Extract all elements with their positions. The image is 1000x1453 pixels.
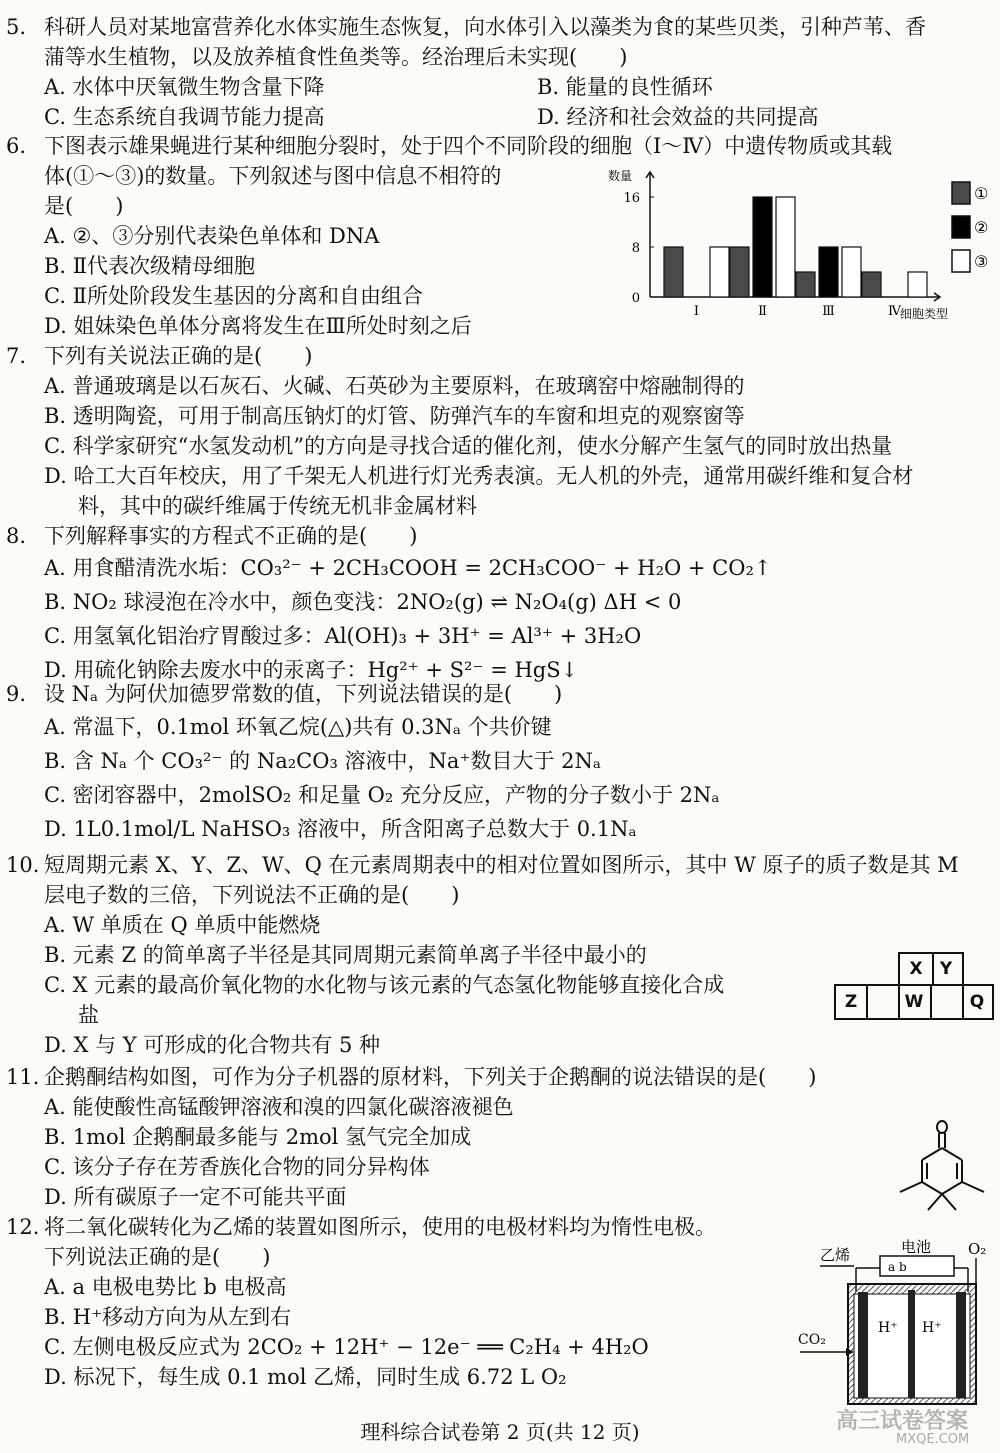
y-tick-label: 0 bbox=[631, 291, 640, 306]
left-electrode bbox=[858, 1292, 868, 1398]
bar-③ bbox=[842, 247, 861, 297]
oxygen-atom bbox=[937, 1121, 947, 1133]
question-9 bbox=[6, 678, 992, 846]
question-stem-cont: 层电子数的三倍，下列说法不正确的是( ) bbox=[44, 883, 460, 907]
question-number: 7. bbox=[6, 344, 27, 368]
question-stem-cont: 蒲等水生植物，以及放养植食性鱼类等。经治理后未实现( ) bbox=[44, 45, 628, 69]
option-d: D. 哈工大百年校庆，用了千架无人机进行灯光秀表演。无人机的外壳，通常用碳纤维和复合材 bbox=[44, 464, 914, 488]
legend-label: ③ bbox=[974, 252, 989, 271]
option-b: B. 1mol 企鹅酮最多能与 2mol 氢气完全加成 bbox=[44, 1125, 472, 1149]
legend-label: ② bbox=[974, 218, 989, 237]
molecule-bonds bbox=[900, 1121, 984, 1210]
question-number: 11. bbox=[6, 1065, 40, 1089]
watermark-site: MXQE.COM bbox=[896, 1432, 970, 1447]
bar-③ bbox=[710, 247, 729, 297]
option-b: B. 元素 Z 的简单离子半径是其同周期元素简单离子半径中最小的 bbox=[44, 943, 647, 967]
cell-empty bbox=[866, 984, 900, 1020]
bar-① bbox=[730, 247, 749, 297]
question-stem: 企鹅酮结构如图，可作为分子机器的原材料，下列关于企鹅酮的说法错误的是( ) bbox=[44, 1065, 817, 1089]
legend-label: ① bbox=[974, 184, 989, 203]
bar-① bbox=[796, 272, 815, 297]
bar-③ bbox=[776, 197, 795, 297]
question-stem: 下列解释事实的方程式不正确的是( ) bbox=[44, 524, 418, 548]
page-footer: 理科综合试卷第 2 页(共 12 页) bbox=[360, 1420, 640, 1444]
question-number: 12. bbox=[6, 1215, 40, 1239]
question-5 bbox=[6, 12, 992, 132]
option-b: B. Ⅱ代表次级精母细胞 bbox=[44, 254, 256, 278]
question-stem: 下列有关说法正确的是( ) bbox=[44, 344, 313, 368]
right-electrode bbox=[956, 1292, 966, 1398]
y-tick-label: 8 bbox=[631, 241, 640, 256]
co2-label: CO₂ bbox=[798, 1332, 826, 1348]
x-tick-label: Ⅲ bbox=[822, 304, 835, 319]
membrane bbox=[908, 1290, 915, 1398]
option-d: D. 所有碳原子一定不可能共平面 bbox=[44, 1185, 347, 1209]
option-c-cont: 盐 bbox=[78, 1003, 99, 1027]
x-tick-label: Ⅳ bbox=[888, 304, 901, 319]
option-d-cont: 料，其中的碳纤维属于传统无机非金属材料 bbox=[78, 494, 477, 518]
question-stem-cont: 下列说法正确的是( ) bbox=[44, 1245, 271, 1269]
question-stem: 设 Nₐ 为阿伏加德罗常数的值，下列说法错误的是( ) bbox=[44, 682, 563, 706]
question-number: 8. bbox=[6, 524, 27, 548]
h-ion-left: H⁺ bbox=[878, 1320, 898, 1336]
h-ion-right: H⁺ bbox=[922, 1320, 942, 1336]
y-tick-label: 16 bbox=[623, 191, 640, 206]
battery-terminals: a b bbox=[888, 1260, 907, 1274]
option-d: D. 用硫化钠除去废水中的汞离子：Hg²⁺ + S²⁻ = HgS↓ bbox=[44, 658, 579, 682]
option-a: A. 常温下，0.1mol 环氧乙烷(△)共有 0.3Nₐ 个共价键 bbox=[44, 715, 552, 739]
cell-w: W bbox=[898, 984, 932, 1020]
bar-① bbox=[862, 272, 881, 297]
bar-chart bbox=[600, 160, 1000, 325]
question-7 bbox=[6, 341, 992, 521]
option-a: A. a 电极电势比 b 电极高 bbox=[44, 1275, 287, 1299]
option-a: A. 水体中厌氧微生物含量下降 bbox=[44, 75, 325, 99]
option-a: A. ②、③分别代表染色单体和 DNA bbox=[44, 224, 380, 248]
ethylene-label: 乙烯 bbox=[820, 1246, 851, 1264]
option-b: B. 含 Nₐ 个 CO₃²⁻ 的 Na₂CO₃ 溶液中，Na⁺数目大于 2Nₐ bbox=[44, 749, 602, 773]
cell-q: Q bbox=[962, 984, 994, 1020]
option-a: A. 能使酸性高锰酸钾溶液和溴的四氯化碳溶液褪色 bbox=[44, 1095, 514, 1119]
oxygen-label: O₂ bbox=[968, 1240, 987, 1258]
bar-② bbox=[819, 247, 838, 297]
watermark-brand: 高三试卷答案 bbox=[836, 1409, 969, 1434]
question-number: 9. bbox=[6, 682, 27, 706]
penguinone-structure bbox=[886, 1118, 998, 1218]
question-stem: 科研人员对某地富营养化水体实施生态恢复，向水体引入以藻类为食的某些贝类，引种芦苇、香 bbox=[44, 15, 926, 39]
option-c: C. 生态系统自我调节能力提高 bbox=[44, 105, 325, 129]
option-c: C. 密闭容器中，2molSO₂ 和足量 O₂ 充分反应，产物的分子数小于 2Nₐ bbox=[44, 783, 720, 807]
cell-x: X bbox=[898, 952, 934, 986]
question-11 bbox=[6, 1062, 992, 1212]
option-b: B. 能量的良性循环 bbox=[537, 75, 713, 99]
question-stem: 将二氧化碳转化为乙烯的装置如图所示，使用的电极材料均为惰性电极。 bbox=[44, 1215, 716, 1239]
option-a: A. 用食醋清洗水垢：CO₃²⁻ + 2CH₃COOH = 2CH₃COO⁻ + H₂O + CO₂↑ bbox=[44, 556, 772, 580]
option-d: D. X 与 Y 可形成的化合物共有 5 种 bbox=[44, 1033, 380, 1057]
question-stem-cont: 是( ) bbox=[44, 194, 124, 218]
option-c: C. 该分子存在芳香族化合物的同分异构体 bbox=[44, 1155, 430, 1179]
battery-label: 电池 bbox=[901, 1238, 932, 1256]
cell-y: Y bbox=[930, 952, 964, 986]
y-axis-label: 数量 bbox=[608, 169, 633, 183]
option-a: A. W 单质在 Q 单质中能燃烧 bbox=[44, 913, 321, 937]
bar-① bbox=[664, 247, 683, 297]
question-stem-cont: 体(①～③)的数量。下列叙述与图中信息不相符的 bbox=[44, 164, 502, 188]
option-d: D. 姐妹染色单体分离将发生在Ⅲ所处时刻之后 bbox=[44, 314, 472, 338]
option-d: D. 标况下，每生成 0.1 mol 乙烯，同时生成 6.72 L O₂ bbox=[44, 1365, 567, 1389]
legend-swatch bbox=[952, 250, 970, 272]
legend-swatch bbox=[952, 182, 970, 204]
option-d: D. 1L0.1mol/L NaHSO₃ 溶液中，所含阳离子总数大于 0.1Nₐ bbox=[44, 817, 637, 841]
electrolysis-cell-diagram bbox=[796, 1232, 1000, 1412]
question-number: 10. bbox=[6, 853, 40, 877]
question-number: 6. bbox=[6, 134, 27, 158]
periodic-table-fragment bbox=[834, 952, 994, 1022]
option-c: C. Ⅱ所处阶段发生基因的分离和自由组合 bbox=[44, 284, 423, 308]
bar-② bbox=[753, 197, 772, 297]
option-c: C. X 元素的最高价氧化物的水化物与该元素的气态氢化物能够直接化合成 bbox=[44, 973, 725, 997]
option-a: A. 普通玻璃是以石灰石、火碱、石英砂为主要原料，在玻璃窑中熔融制得的 bbox=[44, 374, 745, 398]
bar-③ bbox=[908, 272, 927, 297]
option-c: C. 科学家研究“水氢发动机”的方向是寻找合适的催化剂，使水分解产生氢气的同时放出热量 bbox=[44, 434, 893, 458]
option-b: B. 透明陶瓷，可用于制高压钠灯的灯管、防弹汽车的车窗和坦克的观察窗等 bbox=[44, 404, 745, 428]
option-b: B. NO₂ 球浸泡在冷水中，颜色变浅：2NO₂(g) ⇌ N₂O₄(g) ΔH < 0 bbox=[44, 590, 682, 614]
option-d: D. 经济和社会效益的共同提高 bbox=[537, 105, 819, 129]
question-stem: 短周期元素 X、Y、Z、W、Q 在元素周期表中的相对位置如图所示，其中 W 原子的质子数是其 M bbox=[44, 853, 959, 877]
cell-empty bbox=[930, 984, 964, 1020]
question-number: 5. bbox=[6, 15, 27, 39]
legend-swatch bbox=[952, 216, 970, 238]
x-tick-label: Ⅰ bbox=[693, 304, 700, 319]
option-c: C. 用氢氧化铝治疗胃酸过多：Al(OH)₃ + 3H⁺ = Al³⁺ + 3H₂O bbox=[44, 624, 642, 648]
x-axis-label: 细胞类型 bbox=[900, 307, 949, 321]
question-8 bbox=[6, 521, 992, 687]
question-stem: 下图表示雄果蝇进行某种细胞分裂时，处于四个不同阶段的细胞（Ⅰ～Ⅳ）中遗传物质或其载 bbox=[44, 134, 893, 158]
option-b: B. H⁺移动方向为从左到右 bbox=[44, 1305, 292, 1329]
x-tick-label: Ⅱ bbox=[758, 304, 767, 319]
cell-z: Z bbox=[834, 984, 868, 1020]
option-c: C. 左侧电极反应式为 2CO₂ + 12H⁺ − 12e⁻ ══ C₂H₄ + 4H₂O bbox=[44, 1335, 649, 1359]
